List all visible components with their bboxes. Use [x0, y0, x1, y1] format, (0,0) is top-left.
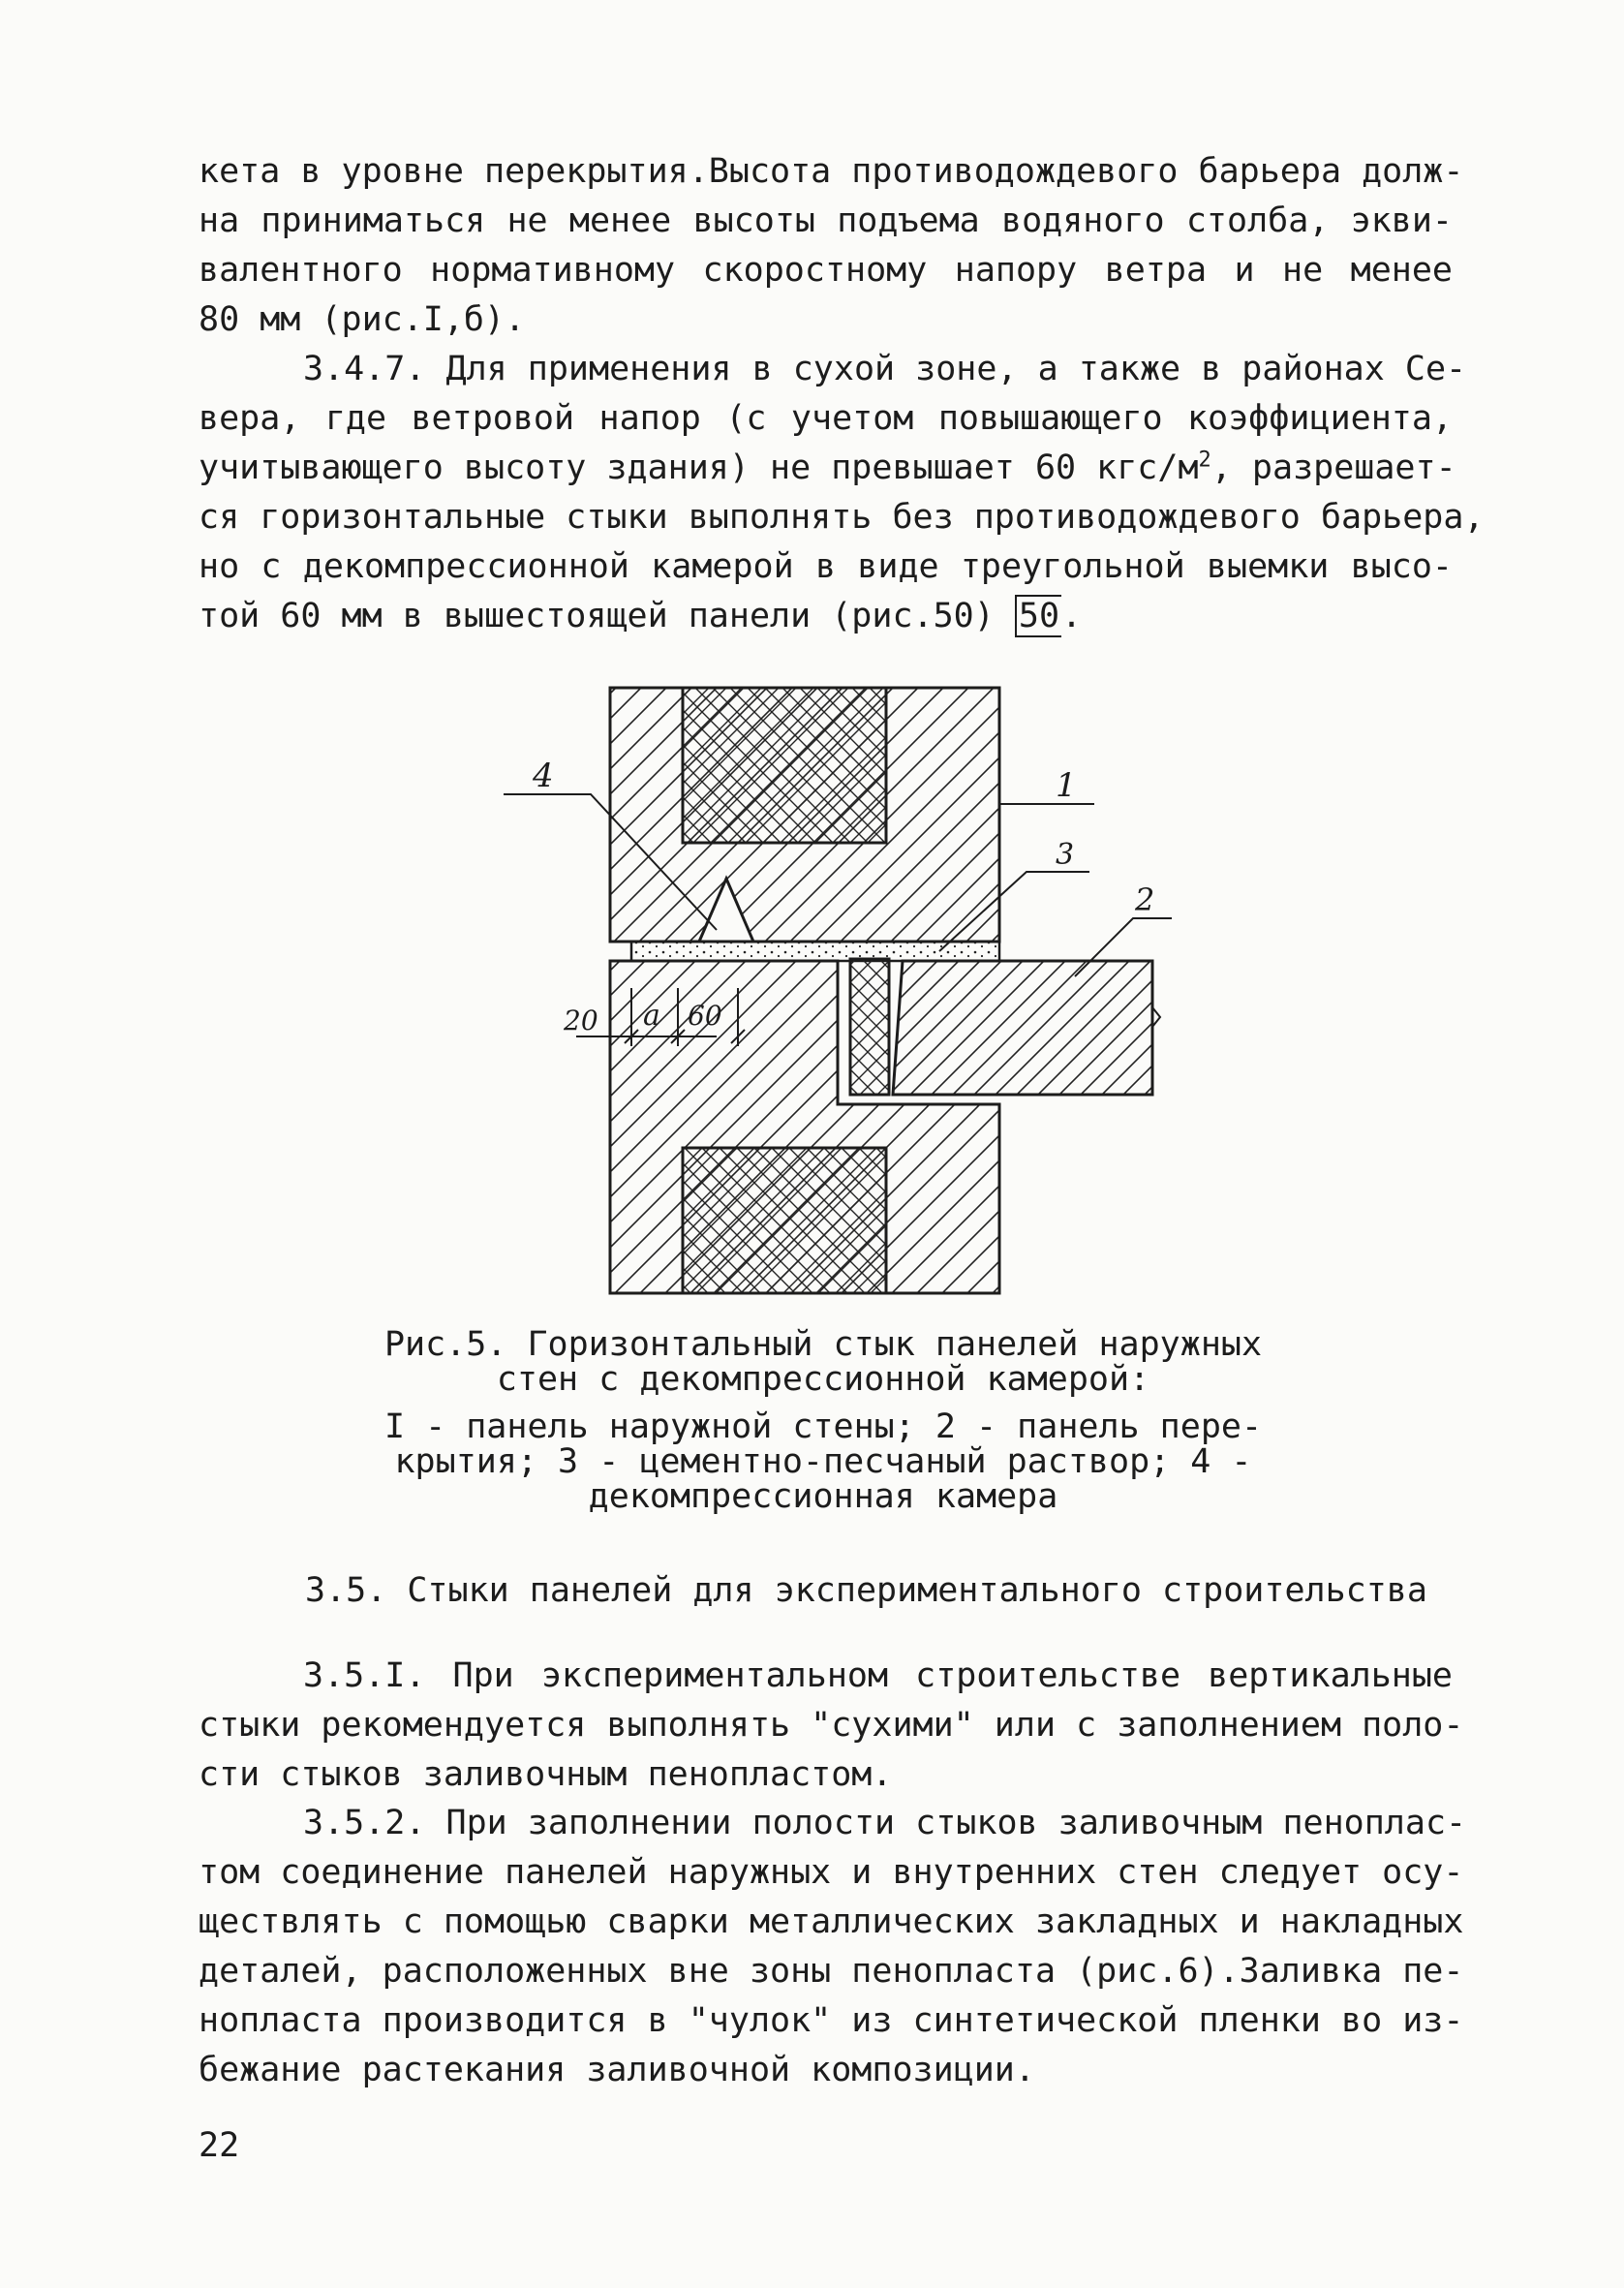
- caption-title-line: Рис.5. Горизонтальный стык панелей наружных: [383, 1325, 1263, 1364]
- text-line: стыки рекомендуется выполнять "сухими" или с заполнением поло-: [199, 1706, 1464, 1745]
- text-line: валентного нормативному скоростному напору ветра и не менее: [199, 251, 1453, 290]
- page-number: 22: [199, 2126, 240, 2165]
- paragraph-top: [199, 147, 1464, 345]
- upper-insulation: [683, 688, 886, 843]
- label-1: 1: [1056, 766, 1077, 805]
- caption-legend-line: I - панель наружной стены; 2 - панель пере-: [383, 1407, 1263, 1446]
- text-line: [199, 444, 1456, 493]
- label-4: 4: [533, 757, 554, 795]
- text-line: 3.4.7. Для применения в сухой зоне, а также в районах Се-: [303, 350, 1467, 388]
- text-segment: , разрешает-: [1210, 448, 1456, 487]
- dim-60: 60: [688, 1000, 722, 1032]
- text-line: на приниматься не менее высоты подъема водяного столба, экви-: [199, 201, 1453, 240]
- text-segment: той 60 мм в вышестоящей панели (рис.50): [199, 597, 1015, 635]
- caption-legend-line: декомпрессионная камера: [588, 1477, 1058, 1516]
- caption-title-line: стен с декомпрессионной камерой:: [496, 1360, 1150, 1399]
- floor-slab: [893, 961, 1152, 1095]
- caption-legend-line: крытия; 3 - цементно-песчаный раствор; 4 -: [394, 1442, 1252, 1481]
- mortar-layer: [631, 942, 999, 961]
- text-line: вера, где ветровой напор (с учетом повышающего коэффициента,: [199, 399, 1453, 438]
- label-2: 2: [1135, 881, 1155, 918]
- text-line: но с декомпрессионной камерой в виде треугольной выемки высо-: [199, 547, 1453, 586]
- text-line: 3.5.2. При заполнении полости стыков заливочным пеноплас-: [303, 1804, 1467, 1842]
- joint-drawing: [484, 668, 1181, 1308]
- text-line: бежание растекания заливочной композиции.: [199, 2051, 1035, 2089]
- reference-bracket: 50: [1015, 595, 1061, 637]
- text-line: ся горизонтальные стыки выполнять без противодождевого барьера,: [199, 498, 1485, 537]
- figure-caption: [368, 1327, 1278, 1397]
- text-line: 80 мм (рис.I,б).: [199, 300, 526, 339]
- paragraph-3-4-7: [199, 345, 1485, 641]
- text-line: кета в уровне перекрытия.Высота противодождевого барьера долж-: [199, 152, 1464, 191]
- superscript: 2: [1198, 448, 1211, 473]
- text-line: том соединение панелей наружных и внутренних стен следует осу-: [199, 1853, 1464, 1892]
- text-segment: учитывающего высоту здания) не превышает 60 кгс/м: [199, 448, 1199, 487]
- lower-insulation: [683, 1148, 886, 1293]
- joint-insert: [850, 959, 889, 1095]
- dim-20: 20: [564, 1005, 598, 1036]
- paragraph-3-5-2: [199, 1799, 1467, 2095]
- text-line: деталей, расположенных вне зоны пенопласта (рис.6).Заливка пе-: [199, 1952, 1464, 1991]
- text-segment: .: [1061, 597, 1083, 635]
- label-3: 3: [1056, 838, 1075, 872]
- figure-legend: [368, 1409, 1278, 1514]
- paragraph-3-5-1: [199, 1652, 1464, 1800]
- text-line: [199, 592, 1453, 641]
- dim-a: a: [643, 999, 660, 1033]
- text-line: сти стыков заливочным пенопластом.: [199, 1755, 893, 1794]
- text-line: ществлять с помощью сварки металлических закладных и накладных: [199, 1902, 1464, 1941]
- text-line: 3.5.I. При экспериментальном строительстве вертикальные: [303, 1656, 1453, 1695]
- text-line: нопласта производится в "чулок" из синтетической пленки во из-: [199, 2001, 1464, 2040]
- section-heading: 3.5. Стыки панелей для экспериментального строительства: [305, 1571, 1427, 1610]
